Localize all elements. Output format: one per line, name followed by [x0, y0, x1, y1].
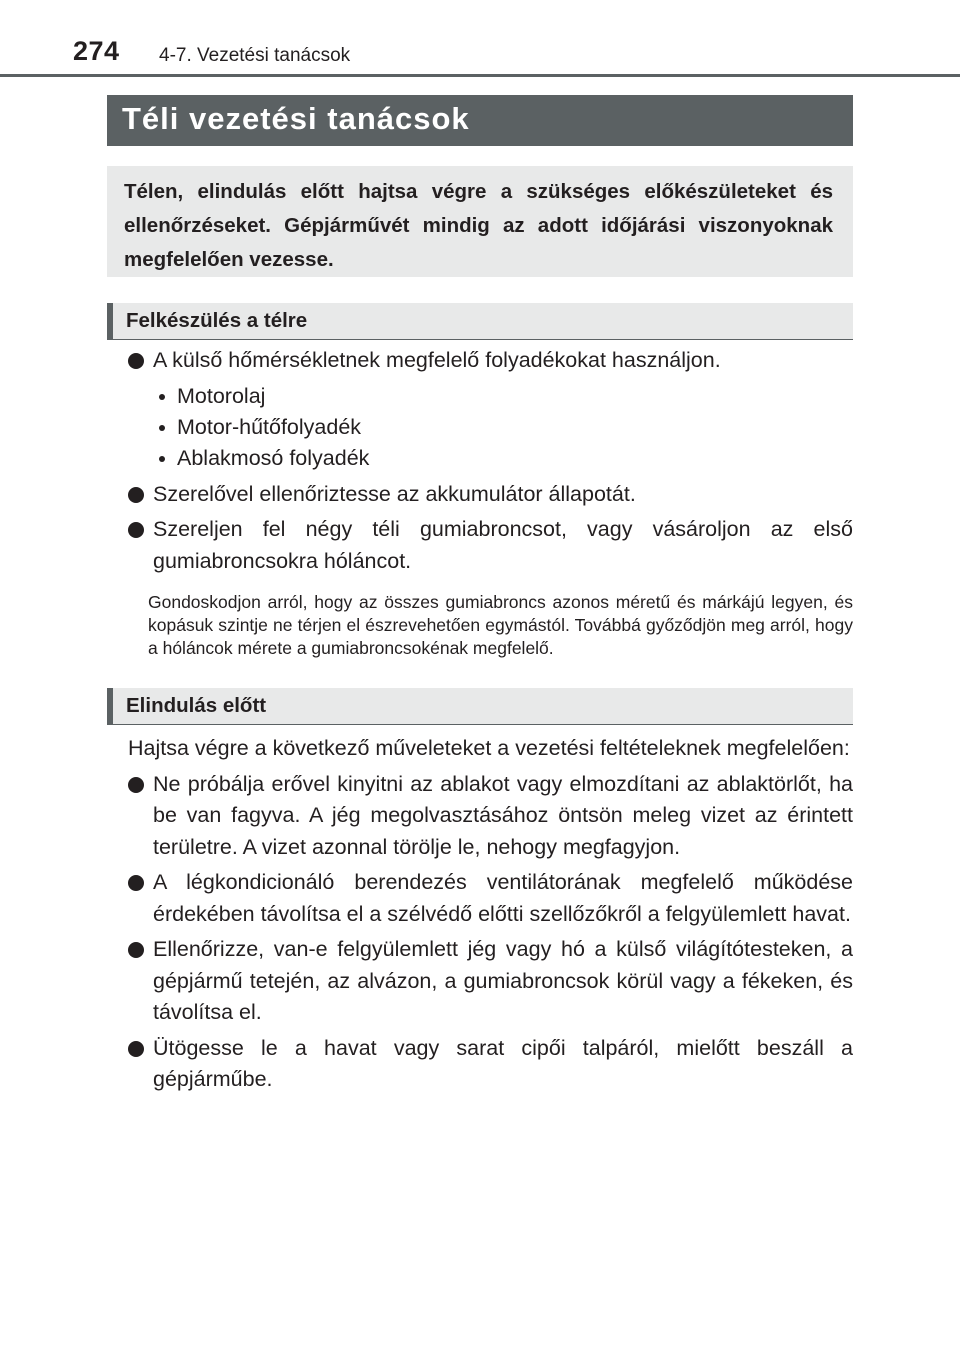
- title-banner: [107, 95, 853, 146]
- section-preparation-content: [107, 345, 853, 660]
- list-item: [107, 479, 853, 511]
- list-item-text: Szereljen fel négy téli gumiabroncsot, vagy vásároljon az első gumiabroncsokra hóláncot.: [153, 517, 853, 573]
- list-item-text: Szerelővel ellenőriztesse az akkumulátor állapotát.: [153, 481, 636, 506]
- sub-list-item-text: Motorolaj: [177, 383, 266, 408]
- bullet-icon: [128, 522, 144, 538]
- list-item-text: A külső hőmérsékletnek megfelelő folyadékokat használjon.: [153, 348, 721, 372]
- note-text: Gondoskodjon arról, hogy az összes gumiabroncs azonos méretű és márkájú legyen, és kopásuk szintje ne térjen el észrevehetően egymástól. Továbbá győződjön meg arról, hogy a hóláncok mérete a gumiabroncsokénak megfelelő.: [148, 592, 853, 658]
- subheading-label: Felkészülés a télre: [126, 309, 308, 332]
- sub-list-item-text: Ablakmosó folyadék: [177, 445, 370, 470]
- subheading-preparation: [107, 303, 853, 340]
- page-header: [0, 0, 960, 80]
- small-bullet-icon: [159, 394, 165, 400]
- list-item-text: Ütögesse le a havat vagy sarat cipői talpáról, mielőtt beszáll a gépjárműbe.: [153, 1035, 853, 1091]
- subheading-label: Elindulás előtt: [126, 694, 267, 717]
- list-item: [107, 934, 853, 1029]
- bullet-icon: [128, 942, 144, 958]
- section-intro-text: Hajtsa végre a következő műveleteket a vezetési feltételeknek megfelelően:: [128, 736, 850, 760]
- intro-box: [107, 166, 853, 277]
- page-number: 274: [73, 36, 120, 66]
- sub-list-item: [107, 381, 853, 412]
- intro-text: Télen, elindulás előtt hajtsa végre a szükséges előkészületeket és ellenőrzéseket. Gépjárművét mindig az adott időjárási viszonyoknak megfelelően vezesse.: [124, 180, 833, 271]
- list-item: [107, 514, 853, 577]
- sub-list-item: [107, 443, 853, 474]
- bullet-icon: [128, 875, 144, 891]
- list-item: [107, 1033, 853, 1096]
- small-bullet-icon: [159, 425, 165, 431]
- bullet-icon: [128, 777, 144, 793]
- list-item-text: Ne próbálja erővel kinyitni az ablakot vagy elmozdítani az ablaktörlőt, ha be van fagyva. A jég megolvasztásához öntsön meleg vizet az érintett területre. A vizet azonnal törölje le, nehogy megfagyjon.: [153, 771, 853, 859]
- section-reference: 4-7. Vezetési tanácsok: [159, 45, 351, 66]
- sub-list-item-text: Motor-hűtőfolyadék: [177, 414, 362, 439]
- page-title: Téli vezetési tanácsok: [122, 101, 470, 136]
- subheading-before-starting: [107, 688, 853, 725]
- section-before-starting-content: [107, 733, 853, 1100]
- bullet-icon: [128, 487, 144, 503]
- subheading-accent-bar: [107, 688, 113, 725]
- list-item: [107, 867, 853, 930]
- list-item-text: Ellenőrizze, van-e felgyülemlett jég vagy hó a külső világítótesteken, a gépjármű tetején, az alvázon, a gumiabroncsok körül vagy a fékeken, és távolítsa el.: [153, 937, 853, 1024]
- header-divider: [0, 74, 960, 77]
- bullet-icon: [128, 1041, 144, 1057]
- subheading-accent-bar: [107, 303, 113, 340]
- sub-list-item: [107, 412, 853, 443]
- small-bullet-icon: [159, 456, 165, 462]
- list-item: [107, 769, 853, 864]
- list-item: [107, 345, 853, 377]
- list-item-text: A légkondicionáló berendezés ventilátorának megfelelő működése érdekében távolítsa el a szélvédő előtti szellőzőkről a felgyülemlett havat.: [153, 870, 853, 926]
- bullet-icon: [128, 353, 144, 369]
